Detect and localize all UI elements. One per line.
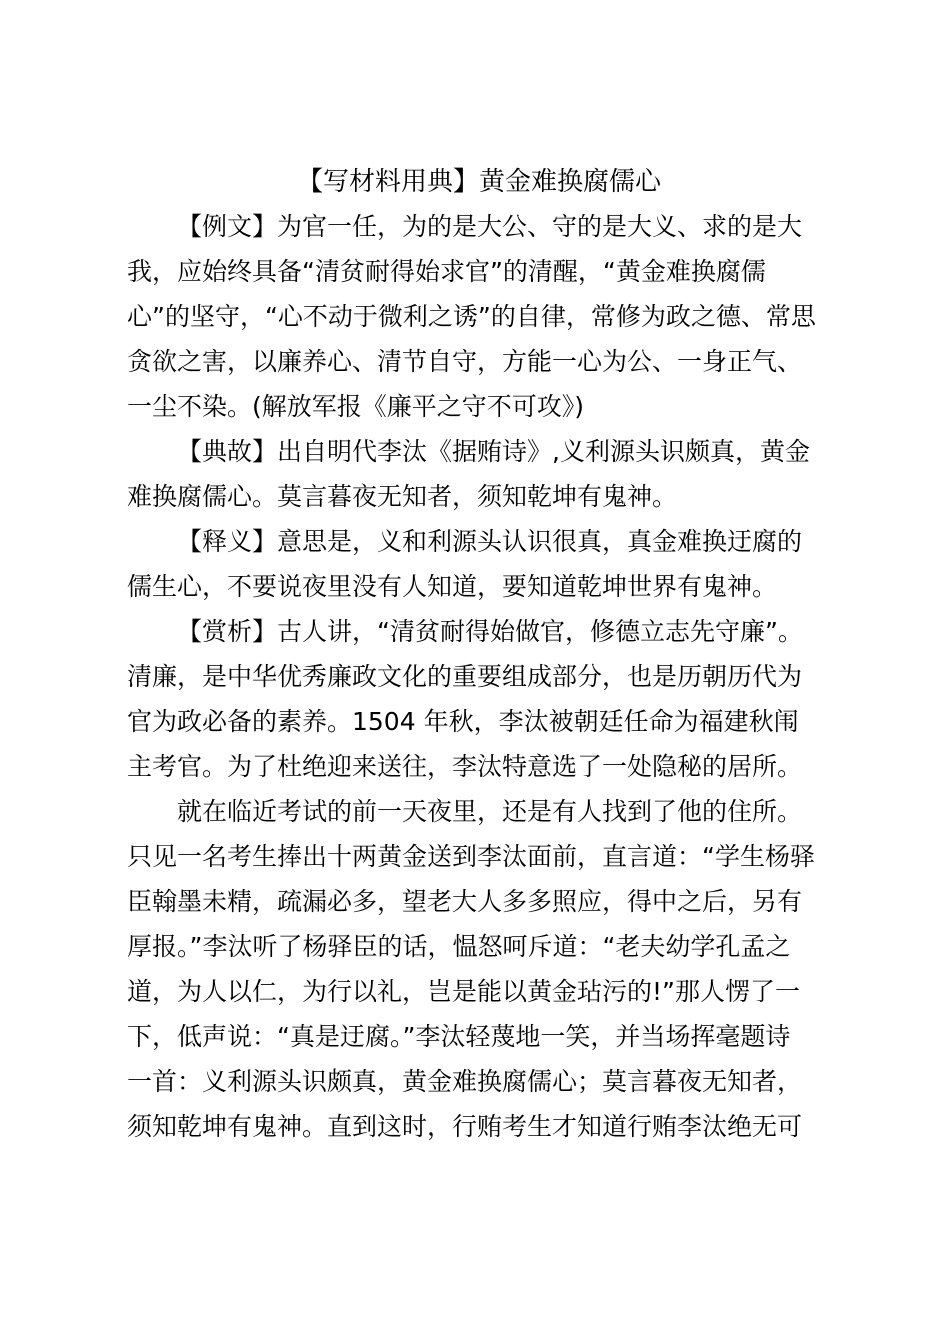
text-line: 只见一名考生捧出十两黄金送到李汰面前，直言道：“学生杨驿: [127, 842, 815, 871]
text-line: 我，应始终具备“清贫耐得始求官”的清醒，“黄金难换腐儒: [127, 257, 766, 286]
text-line: 臣翰墨未精，疏漏必多，望老大人多多照应，得中之后，另有: [127, 887, 803, 916]
document-page: [127, 160, 831, 1149]
text-line: 一首：义利源头识颇真，黄金难换腐儒心；莫言暮夜无知者，: [127, 1067, 803, 1096]
text-line: 下，低声说：“真是迂腐。”李汰轻蔑地一笑，并当场挥毫题诗: [127, 1022, 791, 1051]
text-line: 一尘不染。(解放军报《廉平之守不可攻》): [127, 392, 585, 421]
text-line: 贪欲之害，以廉养心、清节自守，方能一心为公、一身正气、: [127, 347, 803, 376]
text-line: 厚报。”李汰听了杨驿臣的话，愠怒呵斥道：“老夫幼学孔孟之: [127, 932, 791, 961]
text-line: 心”的坚守，“心不动于微利之诱”的自律，常修为政之德、常思: [127, 302, 816, 331]
text-line: 须知乾坤有鬼神。直到这时，行贿考生才知道行贿李汰绝无可: [127, 1112, 803, 1141]
text-line: 就在临近考试的前一天夜里，还是有人找到了他的住所。: [177, 797, 803, 826]
text-line: 道，为人以仁，为行以礼，岂是能以黄金玷污的!”那人愣了一: [127, 977, 800, 1006]
text-line: 官为政必备的素养。1504 年秋，李汰被朝廷任命为福建秋闱: [127, 707, 799, 736]
text-line: 【赏析】古人讲，“清贫耐得始做官，修德立志先守廉”。: [177, 617, 803, 646]
text-line: 主考官。为了杜绝迎来送往，李汰特意选了一处隐秘的居所。: [127, 752, 803, 781]
paragraph-story: [127, 789, 831, 1149]
text-line: 【例文】为官一任，为的是大公、守的是大义、求的是大: [177, 212, 803, 241]
paragraph-allusion: [127, 429, 831, 519]
document-title: 【写材料用典】黄金难换腐儒心: [296, 167, 661, 197]
text-line: 清廉，是中华优秀廉政文化的重要组成部分，也是历朝历代为: [127, 662, 803, 691]
text-line: 【释义】意思是，义和利源头认识很真，真金难换迂腐的: [177, 527, 803, 556]
paragraph-appreciation: [127, 609, 831, 789]
text-line: 难换腐儒心。莫言暮夜无知者，须知乾坤有鬼神。: [127, 482, 678, 511]
paragraph-meaning: [127, 519, 831, 609]
text-line: 【典故】出自明代李汰《据贿诗》,义利源头识颇真，黄金: [177, 437, 810, 466]
text-line: 儒生心，不要说夜里没有人知道，要知道乾坤世界有鬼神。: [127, 572, 778, 601]
paragraph-example: [127, 204, 831, 429]
